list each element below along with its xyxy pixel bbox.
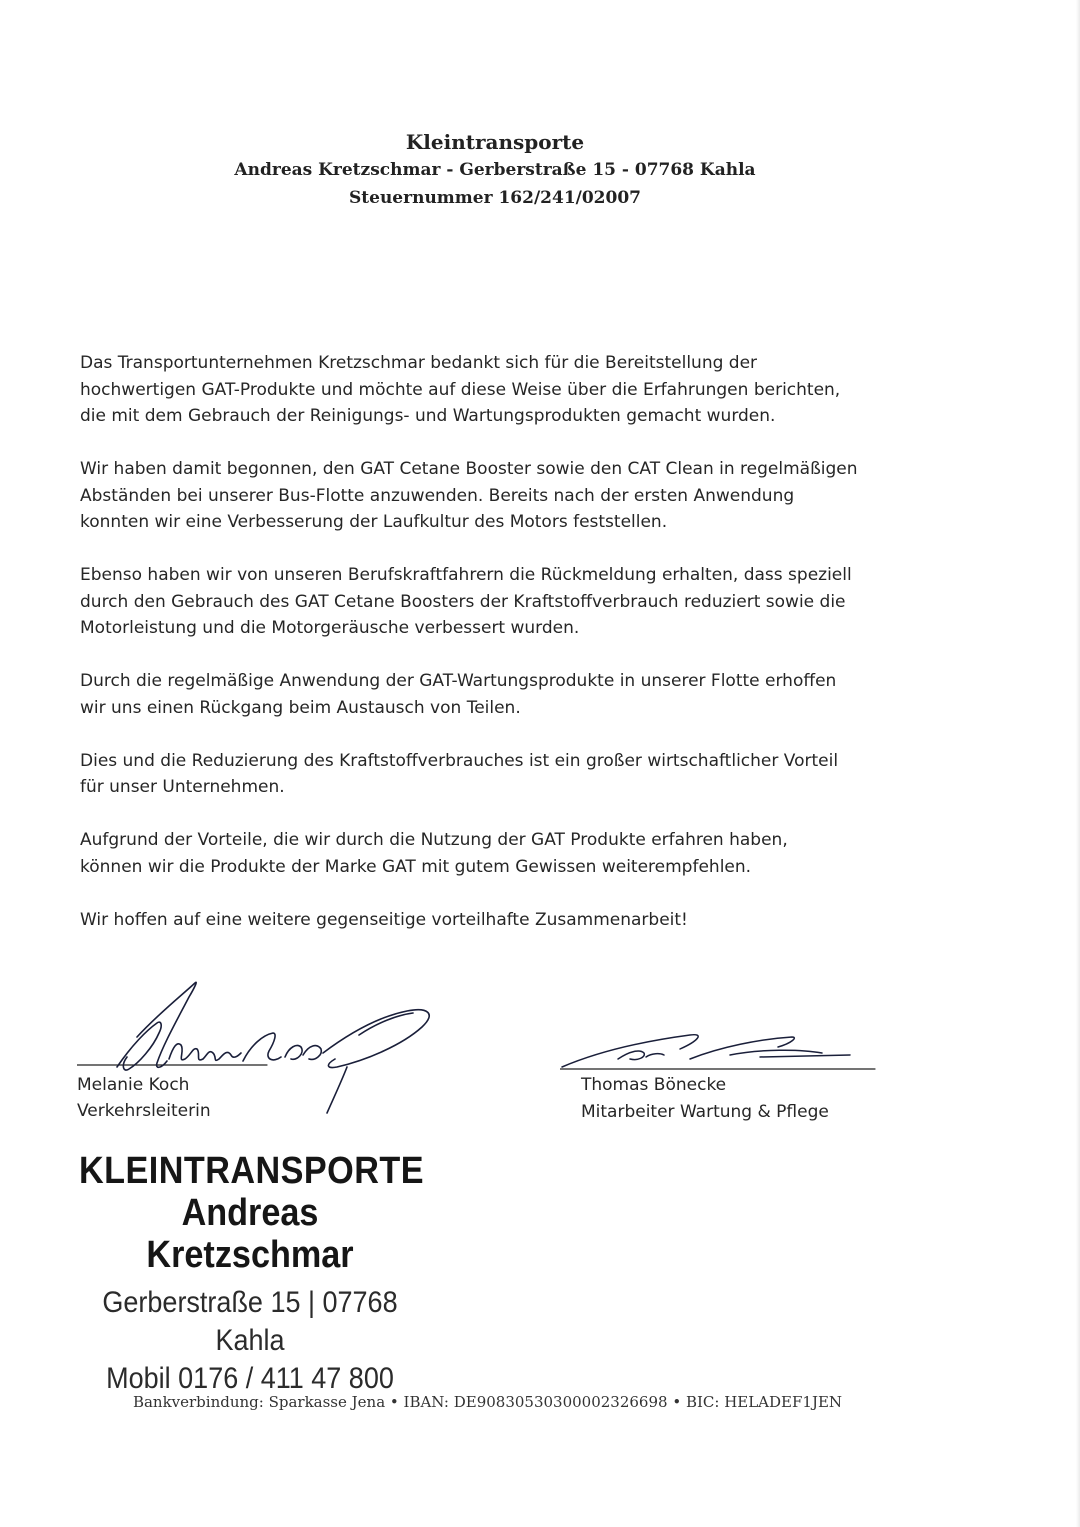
body-paragraph-6: Aufgrund der Vorteile, die wir durch die Nutzung der GAT Produkte erfahren haben, können wir die Produkte der Marke GAT mit gutem Gewissen weiterempfehlen. (80, 830, 788, 877)
letterhead (0, 128, 990, 212)
stamp-phone: Mobil 0176 / 411 47 800 (106, 1362, 394, 1395)
page-edge-shadow (1076, 0, 1080, 1527)
footer-bank-details: Bankverbindung: Sparkasse Jena • IBAN: DE90830530300002326698 • BIC: HELADEF1JEN (132, 1393, 843, 1411)
body-paragraph-3: Ebenso haben wir von unseren Berufskraftfahrern die Rückmeldung erhalten, dass speziell durch den Gebrauch des GAT Cetane Boosters der Kraftstoffverbrauch reduziert sowie die Motorleistung und die Motorgeräusche verbessert wurden. (80, 565, 852, 638)
signature-role-right: Mitarbeiter Wartung & Pflege (581, 1102, 829, 1122)
signature-name-right: Thomas Bönecke (581, 1075, 727, 1095)
body-paragraph-5: Dies und die Reduzierung des Kraftstoffverbrauches ist ein großer wirtschaftlicher Vorteil für unser Unternehmen. (80, 750, 839, 797)
signature-role-left: Verkehrsleiterin (77, 1101, 211, 1121)
stamp-owner: Andreas Kretzschmar (146, 1192, 354, 1276)
body-paragraph-7: Wir hoffen auf eine weitere gegenseitige vorteilhafte Zusammenarbeit! (80, 909, 688, 930)
signature-block-right (560, 1015, 880, 1135)
signature-thomas-boenecke (560, 1015, 880, 1075)
letterhead-company: Kleintransporte (405, 130, 585, 154)
company-stamp (60, 1150, 440, 1398)
body-paragraph-2: Wir haben damit begonnen, den GAT Cetane Booster sowie den CAT Clean in regelmäßigen Abständen bei unserer Bus-Flotte anzuwenden. Bereits nach der ersten Anwendung konnten wir eine Verbesserung der Laufkultur des Motors feststellen. (80, 459, 858, 532)
letterhead-tax-number: Steuernummer 162/241/02007 (349, 188, 641, 208)
letterhead-address: Andreas Kretzschmar - Gerberstraße 15 - 07768 Kahla (234, 160, 756, 180)
signature-block-left (77, 975, 457, 1135)
body-paragraph-1: Das Transportunternehmen Kretzschmar bedankt sich für die Bereitstellung der hochwertigen GAT-Produkte und möchte auf diese Weise über die Erfahrungen berichten, die mit dem Gebrauch der Reinigungs- und Wartungsprodukten gemacht wurden. (80, 353, 841, 426)
stamp-address: Gerberstraße 15 | 07768 Kahla (102, 1286, 398, 1357)
stamp-company: KLEINTRANSPORTE (79, 1150, 424, 1192)
letter-body (80, 350, 880, 960)
body-paragraph-4: Durch die regelmäßige Anwendung der GAT-Wartungsprodukte in unserer Flotte erhoffen wir uns einen Rückgang beim Austausch von Teilen. (80, 671, 837, 718)
signature-name-left: Melanie Koch (77, 1075, 190, 1095)
